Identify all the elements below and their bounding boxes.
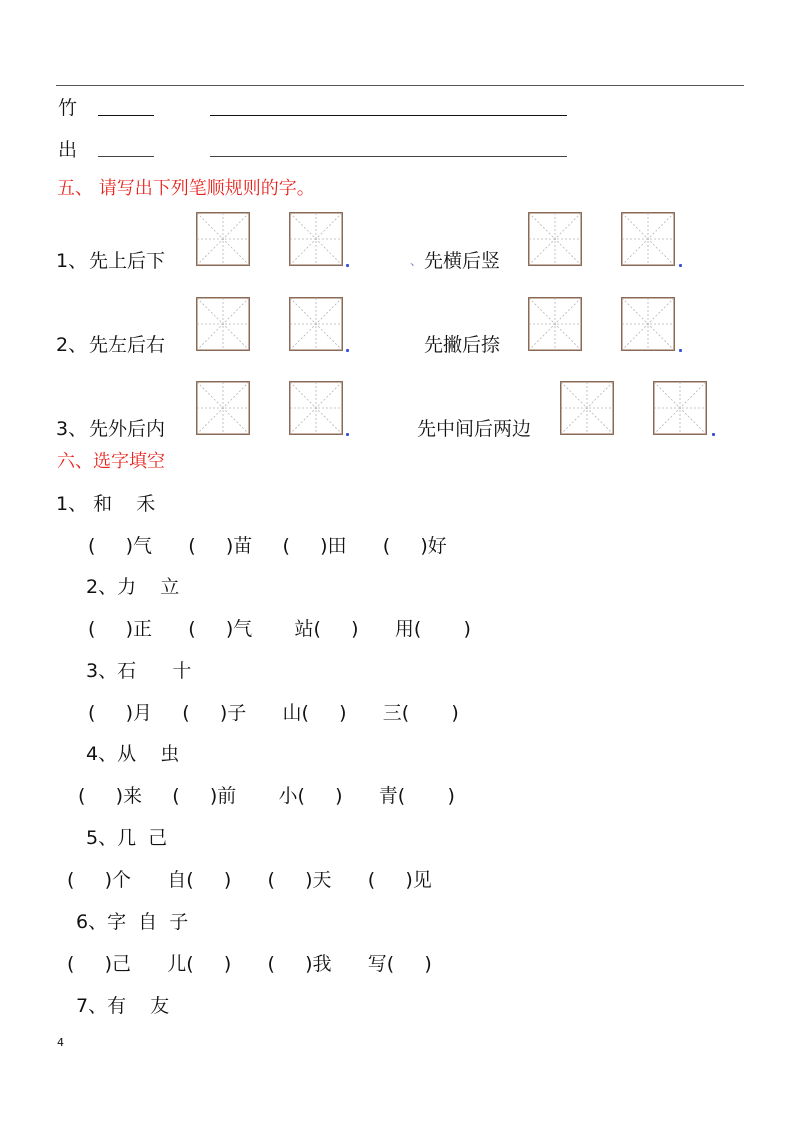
- s5-row3-number: 3、: [56, 418, 88, 440]
- grid-box-11-icon[interactable]: [560, 381, 614, 435]
- s5-row1-right-mark: 、: [410, 254, 423, 268]
- s5-row2-right-label: 先撇后捺: [424, 334, 501, 356]
- s6-group1-chars: 1、 和 禾: [56, 493, 156, 515]
- s6-group6-blanks[interactable]: ( )己 儿( ) ( )我 写( ): [67, 953, 432, 975]
- grid-box-3-icon[interactable]: [528, 212, 582, 266]
- grid-box-5-icon[interactable]: [196, 297, 250, 351]
- s6-group2-chars: 2、力 立: [86, 576, 180, 598]
- top-row2-char: 出: [58, 139, 78, 161]
- box-pair-dot-5: [346, 433, 349, 436]
- s6-group5-blanks[interactable]: ( )个 自( ) ( )天 ( )见: [67, 869, 432, 891]
- grid-box-2-icon[interactable]: [289, 212, 343, 266]
- s5-row3-left-label: 先外后内: [89, 418, 166, 440]
- s5-row1-right-label: 先横后竖: [424, 250, 501, 272]
- s6-group3-chars: 3、石 十: [86, 660, 192, 682]
- top-row1-char: 竹: [58, 97, 78, 119]
- top-row2-short-line: [98, 156, 154, 157]
- page-number: 4: [57, 1036, 64, 1049]
- top-row1-long-line: [210, 115, 567, 116]
- grid-box-10-icon[interactable]: [289, 381, 343, 435]
- s5-row3-right-label: 先中间后两边: [417, 418, 532, 440]
- s6-group3-blanks[interactable]: ( )月 ( )子 山( ) 三( ): [88, 702, 459, 724]
- s6-group5-chars: 5、几 己: [86, 827, 168, 849]
- s5-row2-left-label: 先左后右: [89, 334, 166, 356]
- top-rule: [56, 85, 744, 86]
- s6-group2-blanks[interactable]: ( )正 ( )气 站( ) 用( ): [88, 618, 471, 640]
- box-pair-dot-2: [679, 264, 682, 267]
- section5-heading: 五、 请写出下列笔顺规则的字。: [57, 178, 315, 199]
- s5-row2-number: 2、: [56, 334, 88, 356]
- s6-group1-blanks[interactable]: ( )气 ( )苗 ( )田 ( )好: [88, 535, 447, 557]
- top-row1-short-line: [98, 115, 154, 116]
- box-pair-dot-3: [346, 349, 349, 352]
- top-row2-long-line: [210, 156, 567, 157]
- s5-row1-number: 1、: [56, 250, 88, 272]
- grid-box-4-icon[interactable]: [621, 212, 675, 266]
- section6-heading: 六、选字填空: [57, 451, 165, 472]
- s6-group7-chars: 7、有 友: [76, 995, 170, 1017]
- grid-box-12-icon[interactable]: [653, 381, 707, 435]
- grid-box-7-icon[interactable]: [528, 297, 582, 351]
- grid-box-1-icon[interactable]: [196, 212, 250, 266]
- box-pair-dot-6: [712, 433, 715, 436]
- grid-box-8-icon[interactable]: [621, 297, 675, 351]
- grid-box-9-icon[interactable]: [196, 381, 250, 435]
- box-pair-dot-4: [679, 349, 682, 352]
- s6-group4-blanks[interactable]: ( )来 ( )前 小( ) 青( ): [78, 785, 455, 807]
- box-pair-dot-1: [346, 264, 349, 267]
- s5-row1-left-label: 先上后下: [89, 250, 166, 272]
- grid-box-6-icon[interactable]: [289, 297, 343, 351]
- s6-group6-chars: 6、字 自 子: [76, 911, 189, 933]
- s6-group4-chars: 4、从 虫: [86, 743, 180, 765]
